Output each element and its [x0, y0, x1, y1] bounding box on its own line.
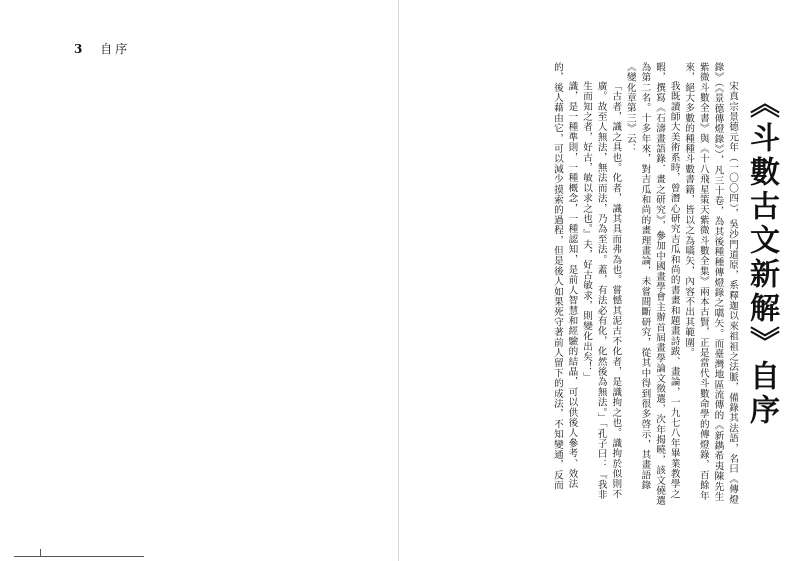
bottom-tick — [40, 549, 41, 557]
paragraph-3: 識，是一種準則，一種概念，一種認知，是前人智慧和經驗的結晶，可以供後人參考、效法的，後人藉由它，可以減少摸索的過程，但是後人如果死守著前人留下的成法，不知變通，反而 — [551, 62, 578, 491]
page-number: 3 — [74, 42, 86, 56]
preface-title: 《斗數古文新解》自序 — [744, 88, 779, 428]
bottom-rule — [14, 556, 144, 557]
running-title: 自序 — [100, 42, 131, 56]
preface-body — [72, 62, 739, 506]
paragraph-2: 我既讀師大美術系時，曾潛心研究吉瓜和尚的書畫和題畫詩跋、畫論，一九七八年畢業教學之暇，撰寫《石濤畫語錄．畫之研究》，參加中國畫學會主辦首屆畫學論文徵選，次年揭曉，該文僥選為第二名。十多年來，對吉瓜和尚的畫理畫論，未嘗間斷研究，從其中得到很多啓示，其畫語錄《變化章第三》云： — [624, 62, 680, 506]
page-header — [74, 40, 130, 57]
paragraph-1: 宋真宗景德元年（一〇〇四），吳沙門道原，系釋迦以來祖祖之法脈，備錄其法語，名曰《傳燈錄》（《景德傳燈錄》），凡三十卷，為其後種種傳燈錄之嚆矢。而臺灣地區流傳的《新鐫希夷陳先生紫微斗數全書》與《十八飛星策天紫微斗數全集》兩本古賢，正是當代斗數命學的傳燈錄，百餘年來，絕大多數的種種斗數書籍，皆以之為嚆矢，內容不出其範圍。 — [683, 62, 738, 505]
quotation-block: 「古者，識之具也。化者，識其具而弗為也。嘗憾其泥古不化者，是識拘之也。識拘於似則不廣。故至人無法，無法而法，乃為至法。蓋，有法必有化，化然後為無法。」「孔子曰：『我非生而知之者，好古，敏以求之也。』夫，好古敏求，則變化出矣！」 — [581, 81, 622, 500]
